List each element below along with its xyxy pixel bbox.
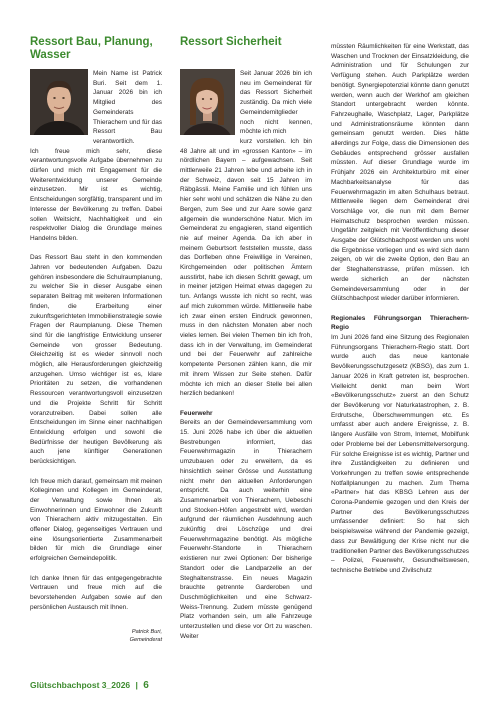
column-bau <box>30 69 162 644</box>
publication-name: Glütschbachpost 3_2026 <box>30 680 131 690</box>
paragraph-sicherheit-1: kurz vorstellen. Ich bin 48 Jahre alt und im «grossen Kanton» – im nördlichen Bayern – aufgewachsen. Seit mittlerweile 21 Jahren lebe und arbeite ich in der Schweiz, davon seit 15 Jahren im Räbgässli. Meine Familie und ich fühlen uns hier sehr wohl und schätzen die Nähe zu den Bergen, zum See und zur Aare sowie ganz allgemein die wunderschöne Natur. Mich im Gemeinderat zu engagieren, stand eigentlich nie auf meiner Agenda. Da ich aber in meinem Geburtsort feststellen musste, dass das Dorfleben ohne Freiwillige in Vereinen, Kirchgemeinden oder politischen Ämtern ausstirbt, habe ich diesen Schritt gewagt, um in meiner jetzigen Heimat etwas dagegen zu tun. Anfangs wusste ich nicht so recht, was auf mich zukommen würde. Mittlerweile habe ich zwar einen ersten Eindruck gewonnen, muss in den nächsten Monaten aber noch vieles lernen. Bei vielen Themen bin ich froh, dass ich in der Verwaltung, im Gemeinderat und bei der Feuerwehr auf zahlreiche kompetente Personen zählen kann, die mir mit ihrem Wissen zur Seite stehen. Dafür möchte ich mich an dieser Stelle bei allen herzlich bedanken! <box>180 137 312 398</box>
signature-role: Gemeinderat <box>129 637 162 644</box>
paragraph-bau-1: Ich freue mich sehr, diese verantwortungsvolle Aufgabe übernehmen zu dürfen und mich mit Engagement für die Weiterentwicklung unserer Gemeinde einzusetzen. Mir ist es wichtig, Entscheidungen sorgfältig, transparent und im Interesse der Bevölkerung zu treffen. Dabei sollen Weitsicht, Nachhaltigkeit und ein respektvoller Dialog die Grundlage meines Handelns bilden. <box>30 147 162 242</box>
intro-sicherheit: Seit Januar 2026 bin ich neu im Gemeinderat für das Ressort Sicherheit zuständig. Da mich viele Gemeindemitglieder noch nicht kennen, möchte ich mich <box>240 70 312 136</box>
paragraph-feuerwehr: Bereits an der Gemeindeversammlung vom 15. Juni 2026 habe ich über die aktuellen Bestrebungen informiert, das Feuerwehrmagazin in Thierachern umzubauen oder zu erweitern, da es hinsichtlich seiner Grösse und Ausstattung nicht mehr den aktuellen Anforderungen entspricht. Da auch weiterhin eine Zusammenarbeit von Thierachern, Uebeschi und Stocken-Höfen angestrebt wird, werden aufgrund der räumlichen Ausdehnung auch zukünftig drei Löschzüge und drei Feuerwehrmagazine benötigt. Als mögliche Feuerwehr-Standorte in Thierachern existieren nur zwei Optionen: Der bisherige Standort oder die Landparzelle an der Steghaltenstrasse. Ein neues Magazin brauchte getrennte Garderoben und Duschmöglichkeiten und eine Schwarz-Weiss-Trennung. Zudem müsste genügend Platz vorhanden sein, um alle Fahrzeuge unterzustellen und diese vor Ort zu waschen. Weiter <box>180 419 312 640</box>
subheading-fuehrungsorgan: Regionales Führungsorgan Thierachern-Regio <box>331 314 469 332</box>
portrait-patrick-buri <box>30 69 88 135</box>
heading-bau: Ressort Bau, Planung, Wasser <box>30 36 153 61</box>
intro-bau: Mein Name ist Patrick Buri. Seit dem 1. Januar 2026 bin ich Mitglied des Gemeinderats Thierachern und für das Ressort Bau verantwortlich. <box>93 70 162 145</box>
heading-sicherheit: Ressort Sicherheit <box>180 36 282 48</box>
subheading-feuerwehr: Feuerwehr <box>180 409 213 417</box>
paragraph-bau-2: Das Ressort Bau steht in den kommenden Jahren vor bedeutenden Aufgaben. Dazu gehören insbesondere die Schulraumplanung, zu welcher Sie in dieser Ausgabe einen separaten Beitrag mit weiteren Informationen finden, die Erarbeitung einer zukunftsgerichteten Immobilienstrategie sowie Fragen der Raumplanung. Diese Themen sind für die langfristige Entwicklung unserer Gemeinde von grosser Bedeutung. Gleichzeitig ist es wieder sinnvoll noch möglich, alle Herausforderungen gleichzeitig anzugehen. Umso wichtiger ist es, klare Prioritäten zu setzen, die vorhandenen Ressourcen verantwortungsvoll einzusetzen und die Projekte Schritt für Schritt voranzutreiben. Dabei sollen alle Entscheidungen im Sinne einer nachhaltigen Entwicklung erfolgen und sowohl die Bedürfnisse der heutigen Bevölkerung als auch jene künftiger Generationen berücksichtigen. <box>30 254 162 466</box>
paragraph-continuation: müssten Räumlichkeiten für eine Werkstatt, das Waschen und Trocknen der Einsatzkleidung, die Administration und für Schulungen zur Verfügung stehen. Auch Parkplätze werden benötigt. Synergiepotenzial könnte dann genutzt werden, wenn auch der Werkhof am gleichen Standort untergebracht werden könnte. Fahrzeughalle, Waschplatz, Lager, Parkplätze und Administrationsräume könnten dann gemeinsam genutzt werden. Dies hätte allerdings zur Folge, dass die Dimensionen des Gebäudes entsprechend grösser ausfallen müssten. Auf dieser Grundlage wurde im Frühjahr 2026 ein Architekturbüro mit einer Machbarkeitsanalyse für das Feuerwehrmagazin im alten Schulhaus betraut. Mittlerweile liegen dem Gemeinderat drei Vorschläge vor, die nun mit dem Berner Heimatschutz besprochen werden müssen. Ungefähr zeitgleich mit Veröffentlichung dieser Ausgabe der Glütschbachpost werden uns wohl die Ergebnisse vorliegen und es wird sich dann zeigen, ob wir die zweite Option, den Bau an der Steghaltenstrasse, prüfen müssen. Ich werde sicherlich an der nächsten Gemeindeversammlung oder in der Glütschbachpost wieder darüber informieren. <box>331 43 469 303</box>
portrait-ressort-sicherheit <box>180 69 235 135</box>
page-number: 6 <box>143 680 149 691</box>
page-footer <box>30 680 149 691</box>
paragraph-bau-4: Ich danke Ihnen für das entgegengebrachte Vertrauen und freue mich auf die bevorstehenden Aufgaben sowie auf den persönlichen Austausch mit Ihnen. <box>30 574 162 611</box>
signature-name: Patrick Buri, <box>131 629 162 636</box>
footer-separator: | <box>135 680 138 690</box>
paragraph-fuehrungsorgan: Im Juni 2026 fand eine Sitzung des Regionalen Führungsorgans Thierachern-Regio statt. Dort wurde auch das neue kantonale Bevölkerungsschutzgesetz (KBSG), das zum 1. Januar 2026 in Kraft getreten ist, besprochen. Vielleicht denkt man beim Wort «Bevölkerungsschutz» zuerst an den Schutz der Bevölkerung vor Naturkatastrophen, z. B. Erdrutsche, Überschwemmungen etc. Es umfasst aber auch andere Ereignisse, z. B. längere Ausfälle von Strom, Internet, Mobilfunk oder Probleme bei der Lebensmittelversorgung. Für solche Ereignisse ist es wichtig, Partner und ihre Zuständigkeiten zu definieren und Vorkehrungen zu treffen sowie entsprechende Notfallplanungen zu machen. Zum Thema «Partner» hat das KBSG Lehren aus der Corona-Pandemie gezogen und den Kreis der Partner des Bevölkerungsschutzes umfassender definiert: So hat sich beispielsweise während der Pandemie gezeigt, dass zur Bewältigung der Krise nicht nur die traditionellen Partner des Bevölkerungsschutzes – Polizei, Feuerwehr, Gesundheitswesen, technische Betriebe und Zivilschutz <box>331 334 469 574</box>
column-sicherheit <box>180 69 312 641</box>
paragraph-bau-3: Ich freue mich darauf, gemeinsam mit meinen Kolleginnen und Kollegen im Gemeinderat, der Verwaltung sowie Ihnen als Einwohnerinnen und Einwohner die Zukunft von Thierachern aktiv mitzugestalten. Ein offener Dialog, gegenseitiges Vertrauen und eine lösungsorientierte Zusammenarbeit bilden für mich die Grundlage einer erfolgreichen Gemeindepolitik. <box>30 477 162 563</box>
column-continuation <box>331 42 469 576</box>
